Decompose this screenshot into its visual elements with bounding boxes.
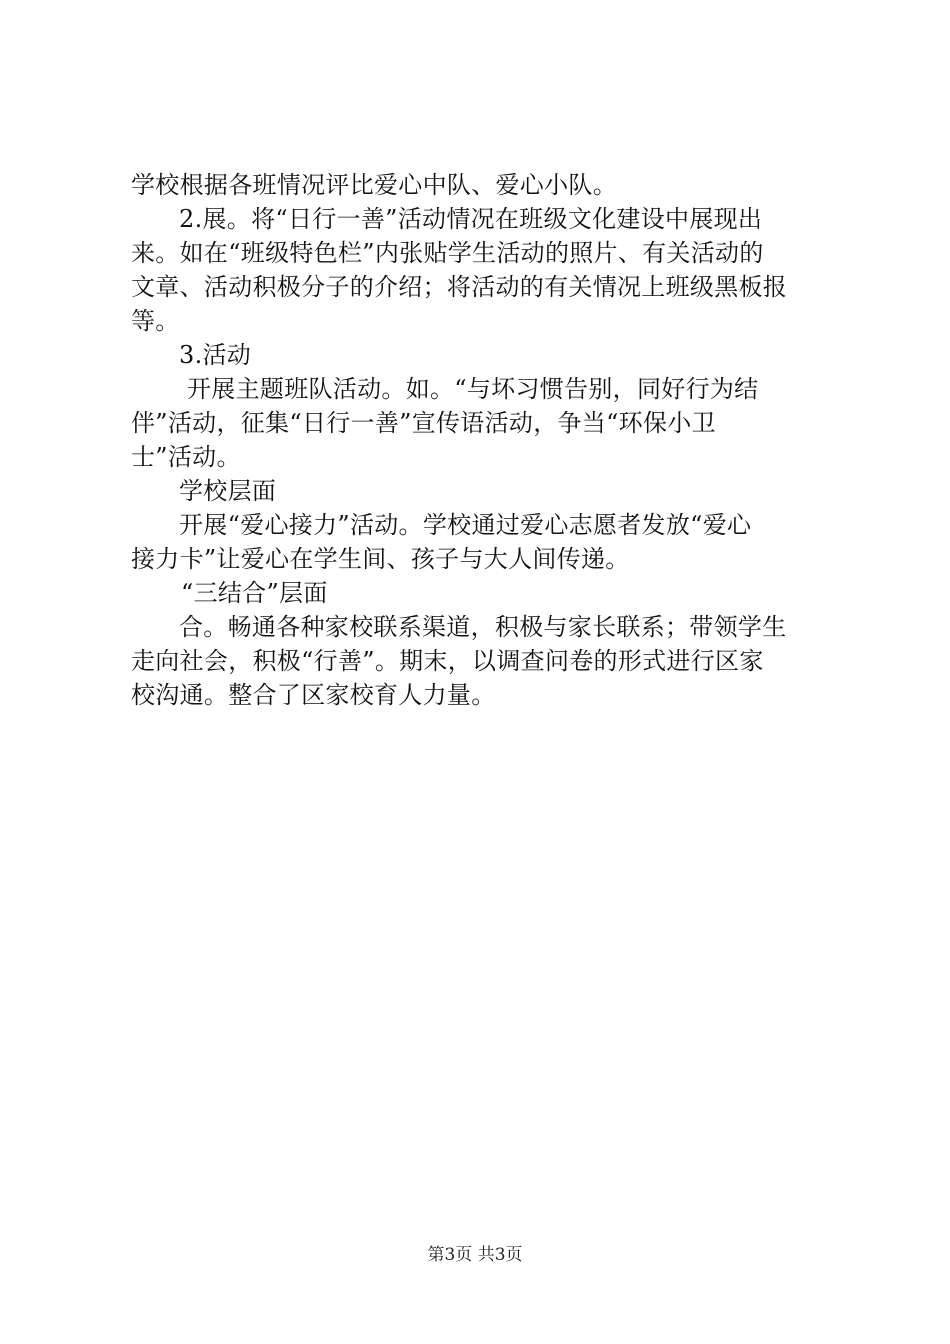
section-heading: 3.活动 bbox=[179, 341, 252, 369]
section-heading: “三结合”层面 bbox=[181, 579, 328, 607]
paragraph-line: 等。 bbox=[131, 307, 180, 335]
paragraph-line: 接力卡”让爱心在学生间、孩子与大人间传递。 bbox=[131, 545, 630, 573]
paragraph-line: 开展“爱心接力”活动。学校通过爱心志愿者发放“爱心 bbox=[179, 511, 752, 539]
paragraph-line: 走向社会，积极“行善”。期末，以调查问卷的形式进行区家 bbox=[131, 647, 764, 675]
paragraph-line: 士”活动。 bbox=[131, 443, 241, 471]
paragraph-line: 校沟通。整合了区家校育人力量。 bbox=[131, 681, 496, 709]
paragraph-line: 开展主题班队活动。如。“与坏习惯告别，同好行为结 bbox=[187, 375, 759, 403]
paragraph-line: 合。畅通各种家校联系渠道，积极与家长联系；带领学生 bbox=[179, 613, 787, 641]
paragraph-line: 学校根据各班情况评比爱心中队、爱心小队。 bbox=[131, 171, 617, 199]
page-footer: 第3页 共3页 bbox=[427, 1245, 523, 1265]
document-body bbox=[131, 168, 831, 712]
paragraph-line: 来。如在“班级特色栏”内张贴学生活动的照片、有关活动的 bbox=[131, 239, 764, 267]
paragraph-line: 伴”活动，征集“日行一善”宣传语活动，争当“环保小卫 bbox=[131, 409, 716, 437]
section-heading: 学校层面 bbox=[179, 477, 277, 505]
paragraph-line: 2.展。将“日行一善”活动情况在班级文化建设中展现出 bbox=[179, 205, 763, 233]
paragraph-line: 文章、活动积极分子的介绍；将活动的有关情况上班级黑板报 bbox=[131, 273, 788, 301]
